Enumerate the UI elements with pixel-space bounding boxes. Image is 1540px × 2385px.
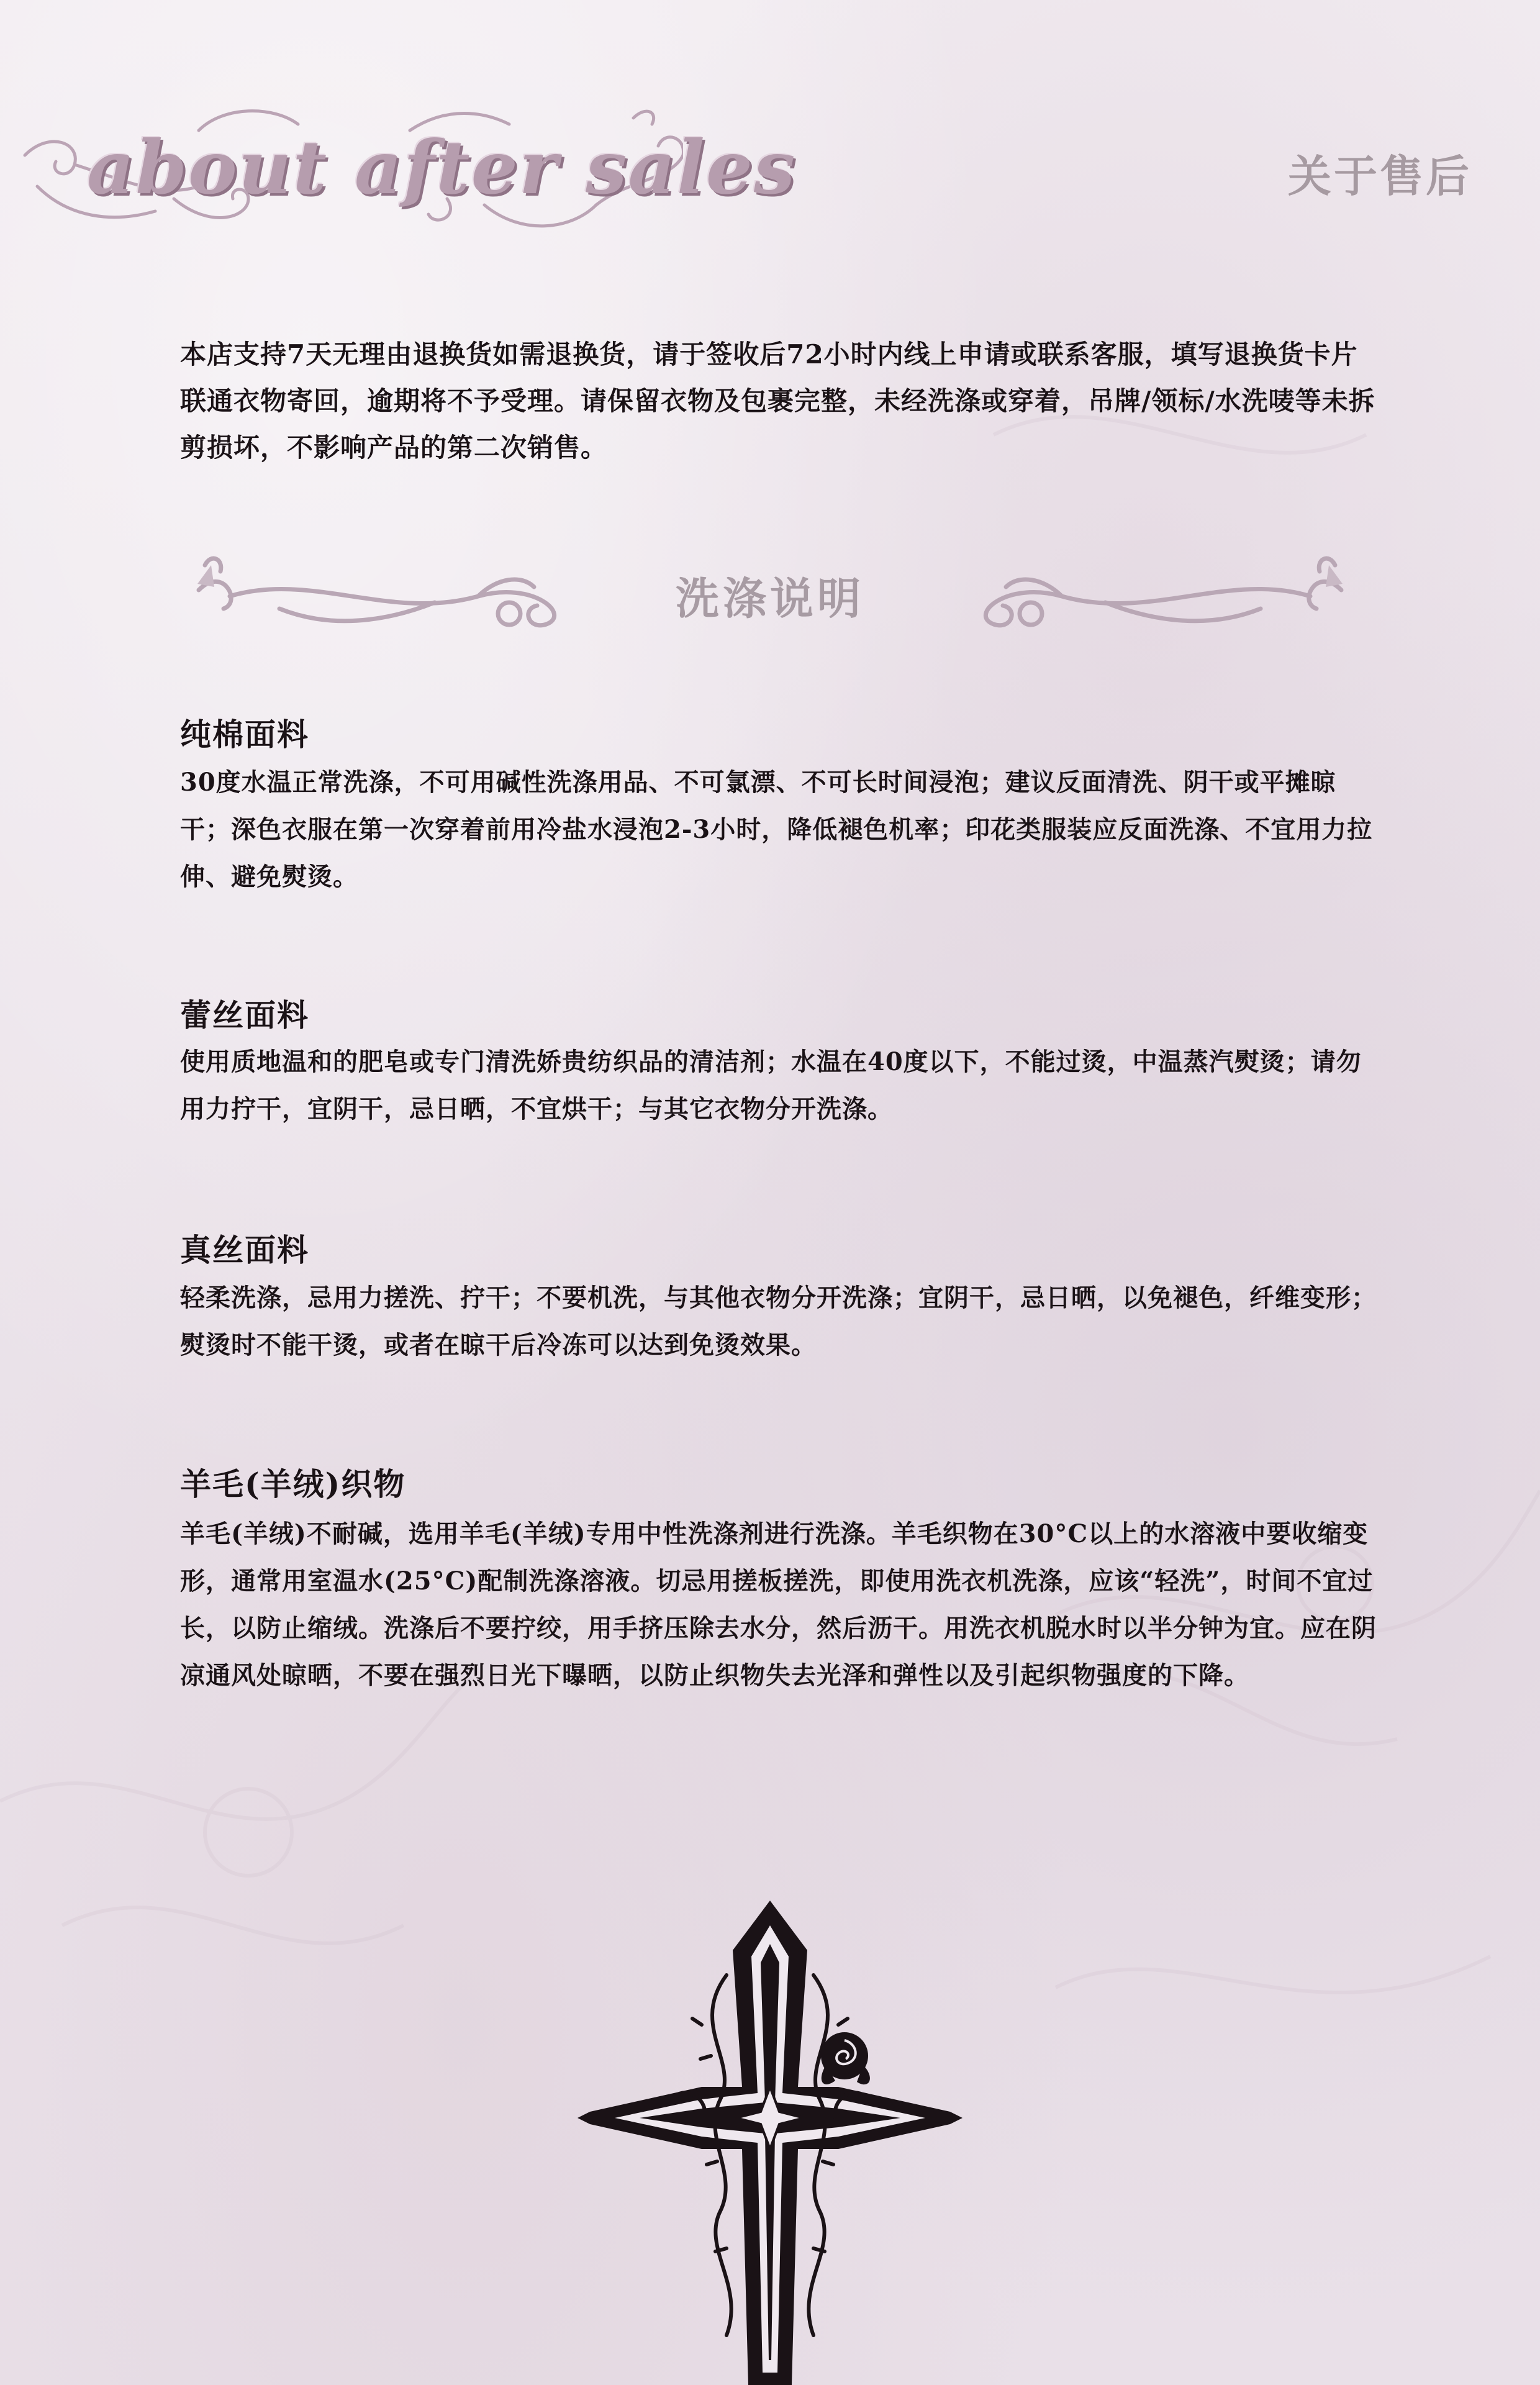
cotton-instructions: 30度水温正常洗涤，不可用碱性洗涤用品、不可氯漂、不可长时间浸泡；建议反面清洗、阴干或平摊晾干；深色衣服在第一次穿着前用冷盐水浸泡2-3小时，降低褪色机率；印花类服装应反面洗涤、不宜用力拉伸、避免熨烫。 bbox=[180, 768, 1373, 891]
header-script-title: about after sales bbox=[87, 124, 797, 211]
silk-heading: 真丝面料 bbox=[180, 1232, 309, 1268]
cotton-heading: 纯棉面料 bbox=[180, 716, 309, 753]
lace-heading: 蕾丝面料 bbox=[180, 997, 309, 1034]
gothic-cross-icon bbox=[578, 1901, 962, 2385]
wool-instructions: 羊毛(羊绒)不耐碱，选用羊毛(羊绒)专用中性洗涤剂进行洗涤。羊毛织物在30°C以上的水溶液中要收缩变形，通常用室温水(25°C)配制洗涤溶液。切忌用搓板搓洗，即使用洗衣机洗涤，应该“轻洗”，时间不宜过长，以防止缩绒。洗涤后不要拧绞，用手挤压除去水分，然后沥干。用洗衣机脱水时以半分钟为宜。应在阴凉通风处晾晒，不要在强烈日光下曝晒，以防止织物失去光泽和弹性以及引起织物强度的下降。 bbox=[180, 1519, 1377, 1690]
lace-instructions: 使用质地温和的肥皂或专门清洗娇贵纺织品的清洁剂；水温在40度以下，不能过烫，中温蒸汽熨烫；请勿用力拧干，宜阴干，忌日晒，不宜烘干；与其它衣物分开洗涤。 bbox=[180, 1047, 1362, 1124]
return-policy-text: 本店支持7天无理由退换货如需退换货，请于签收后72小时内线上申请或联系客服，填写退换货卡片联通衣物寄回，逾期将不予受理。请保留衣物及包裹完整，未经洗涤或穿着，吊牌/领标/水洗唛等未拆剪损坏，不影响产品的第二次销售。 bbox=[180, 339, 1375, 463]
header-title-cn: 关于售后 bbox=[1288, 150, 1472, 202]
silk-instructions: 轻柔洗涤，忌用力搓洗、拧干；不要机洗，与其他衣物分开洗涤；宜阴干，忌日晒，以免褪色，纤维变形；熨烫时不能干烫，或者在晾干后冷冻可以达到免烫效果。 bbox=[180, 1283, 1377, 1360]
wool-heading: 羊毛(羊绒)织物 bbox=[180, 1466, 406, 1502]
wash-section-title: 洗涤说明 bbox=[676, 573, 864, 624]
